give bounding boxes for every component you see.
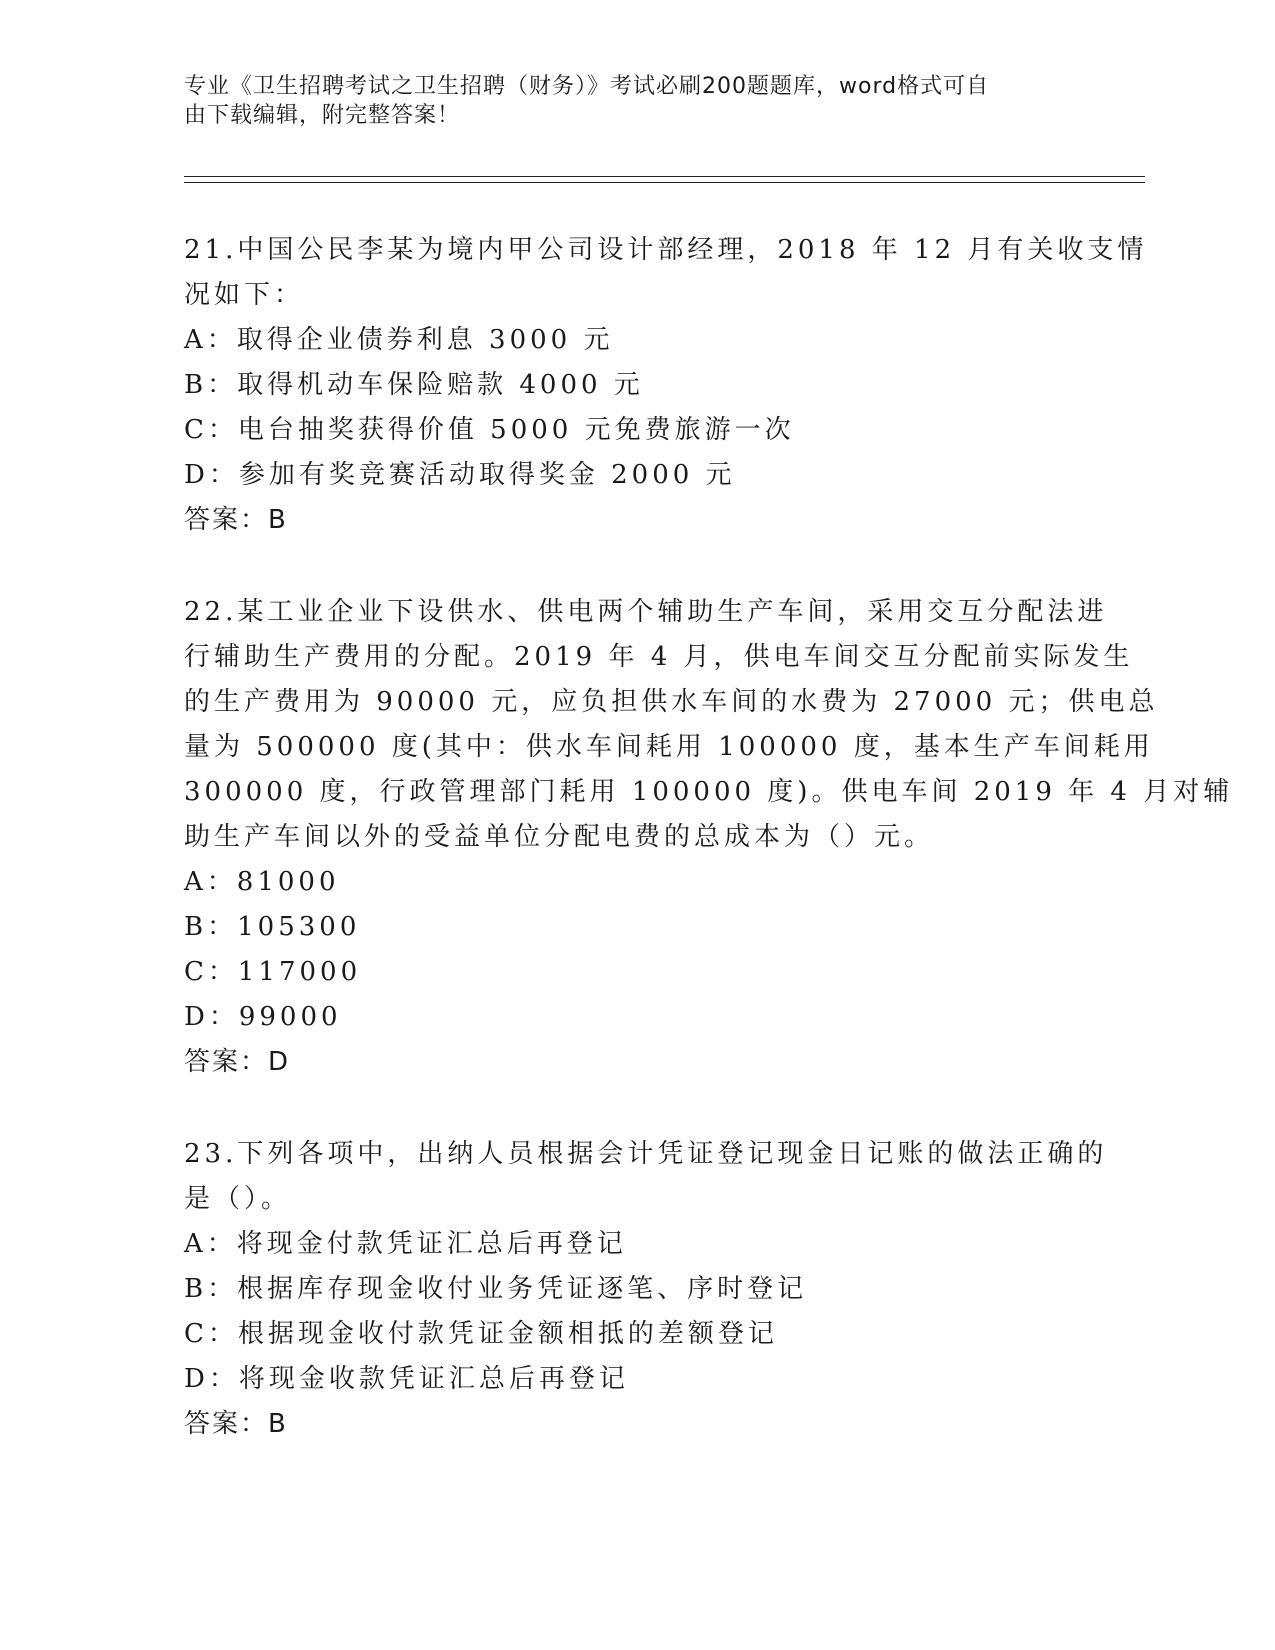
option-d: D：将现金收款凭证汇总后再登记 <box>184 1364 629 1394</box>
option-a: A：取得企业债券利息 3000 元 <box>184 325 614 355</box>
question-stem-line: 况如下： <box>184 280 305 310</box>
question-21 <box>184 228 1148 543</box>
question-list <box>184 228 1234 1447</box>
option-d: D：99000 <box>184 1002 342 1032</box>
header-divider <box>184 182 1145 183</box>
question-stem-line: 行辅助生产费用的分配。2019 年 4 月，供电车间交互分配前实际发生 <box>184 642 1134 672</box>
question-stem-line: 300000 度，行政管理部门耗用 100000 度)。供电车间 2019 年 4 月对辅 <box>184 777 1234 807</box>
question-stem-line: 22.某工业企业下设供水、供电两个辅助生产车间，采用交互分配法进 <box>184 597 1108 627</box>
answer-line: 答案：B <box>184 1409 288 1439</box>
question-23 <box>184 1132 1108 1447</box>
document-header <box>184 72 1064 130</box>
question-stem-line: 23.下列各项中，出纳人员根据会计凭证登记现金日记账的做法正确的 <box>184 1139 1108 1169</box>
header-line: 专业《卫生招聘考试之卫生招聘（财务）》考试必刷200题题库，word格式可自 <box>184 74 990 99</box>
option-b: B：105300 <box>184 912 361 942</box>
option-c: C：电台抽奖获得价值 5000 元免费旅游一次 <box>184 415 795 445</box>
question-22 <box>184 590 1234 1085</box>
option-d: D：参加有奖竞赛活动取得奖金 2000 元 <box>184 460 736 490</box>
option-a: A：81000 <box>184 867 340 897</box>
option-b: B：根据库存现金收付业务凭证逐笔、序时登记 <box>184 1274 808 1304</box>
option-b: B：取得机动车保险赔款 4000 元 <box>184 370 644 400</box>
header-divider <box>184 176 1145 177</box>
question-stem-line: 助生产车间以外的受益单位分配电费的总成本为（）元。 <box>184 822 935 852</box>
question-stem-line: 的生产费用为 90000 元，应负担供水车间的水费为 27000 元；供电总 <box>184 687 1159 717</box>
answer-line: 答案：B <box>184 505 288 535</box>
question-stem-line: 是（）。 <box>184 1184 292 1214</box>
question-stem-line: 21.中国公民李某为境内甲公司设计部经理，2018 年 12 月有关收支情 <box>184 235 1148 265</box>
question-stem-line: 量为 500000 度(其中：供水车间耗用 100000 度，基本生产车间耗用 <box>184 732 1154 762</box>
option-c: C：117000 <box>184 957 362 987</box>
option-c: C：根据现金收付款凭证金额相抵的差额登记 <box>184 1319 778 1349</box>
answer-line: 答案：D <box>184 1047 291 1077</box>
option-a: A：将现金付款凭证汇总后再登记 <box>184 1229 627 1259</box>
header-line: 由下载编辑，附完整答案！ <box>184 103 461 128</box>
